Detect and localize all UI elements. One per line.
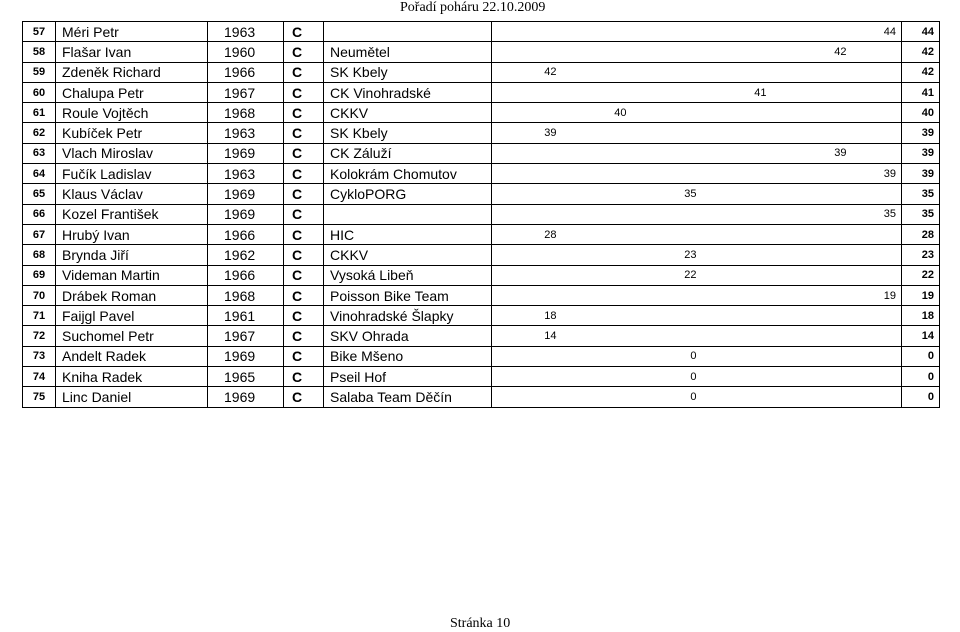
- club-cell: SKV Ohrada: [324, 326, 492, 346]
- rank-cell: 64: [23, 164, 56, 184]
- year-cell: 1966: [208, 265, 284, 285]
- year-cell: 1969: [208, 346, 284, 366]
- club-cell: HIC: [324, 224, 492, 244]
- score-cell: [702, 22, 772, 42]
- club-cell: SK Kbely: [324, 123, 492, 143]
- score-cell: [562, 82, 632, 102]
- score-cell: [772, 224, 852, 244]
- year-cell: 1960: [208, 42, 284, 62]
- score-cell: [702, 346, 772, 366]
- name-cell: Videman Martin: [56, 265, 208, 285]
- score-cell: [772, 62, 852, 82]
- total-cell: 0: [902, 367, 940, 387]
- name-cell: Kozel František: [56, 204, 208, 224]
- name-cell: Méri Petr: [56, 22, 208, 42]
- score-cell: [852, 123, 902, 143]
- club-cell: SK Kbely: [324, 62, 492, 82]
- club-cell: Salaba Team Děčín: [324, 387, 492, 407]
- table-row: [23, 387, 940, 407]
- category-cell: C: [284, 143, 324, 163]
- rank-cell: 72: [23, 326, 56, 346]
- score-cell: [702, 204, 772, 224]
- club-cell: Kolokrám Chomutov: [324, 164, 492, 184]
- score-cell: [852, 42, 902, 62]
- score-cell: [852, 367, 902, 387]
- category-cell: C: [284, 367, 324, 387]
- club-cell: CK Záluží: [324, 143, 492, 163]
- total-cell: 22: [902, 265, 940, 285]
- category-cell: C: [284, 164, 324, 184]
- score-cell: [852, 184, 902, 204]
- score-cell: [702, 306, 772, 326]
- rank-cell: 67: [23, 224, 56, 244]
- score-cell: 19: [852, 285, 902, 305]
- score-cell: [702, 245, 772, 265]
- score-cell: [772, 306, 852, 326]
- name-cell: Flašar Ivan: [56, 42, 208, 62]
- score-cell: [492, 164, 562, 184]
- year-cell: 1961: [208, 306, 284, 326]
- score-cell: [492, 22, 562, 42]
- score-cell: [852, 82, 902, 102]
- year-cell: 1969: [208, 387, 284, 407]
- score-cell: [702, 143, 772, 163]
- score-cell: 40: [562, 103, 632, 123]
- total-cell: 18: [902, 306, 940, 326]
- year-cell: 1966: [208, 224, 284, 244]
- rank-cell: 75: [23, 387, 56, 407]
- category-cell: C: [284, 42, 324, 62]
- score-cell: [562, 265, 632, 285]
- score-cell: [632, 123, 702, 143]
- name-cell: Hrubý Ivan: [56, 224, 208, 244]
- score-cell: 22: [632, 265, 702, 285]
- score-cell: [702, 62, 772, 82]
- score-cell: [702, 123, 772, 143]
- score-cell: [852, 143, 902, 163]
- rank-cell: 74: [23, 367, 56, 387]
- category-cell: C: [284, 204, 324, 224]
- score-cell: 42: [492, 62, 562, 82]
- score-cell: 39: [772, 143, 852, 163]
- total-cell: 42: [902, 42, 940, 62]
- total-cell: 14: [902, 326, 940, 346]
- rank-cell: 73: [23, 346, 56, 366]
- name-cell: Vlach Miroslav: [56, 143, 208, 163]
- total-cell: 44: [902, 22, 940, 42]
- table-row: [23, 123, 940, 143]
- score-cell: [852, 62, 902, 82]
- score-cell: [492, 184, 562, 204]
- rank-cell: 59: [23, 62, 56, 82]
- year-cell: 1969: [208, 204, 284, 224]
- score-cell: [772, 367, 852, 387]
- score-cell: 42: [772, 42, 852, 62]
- total-cell: 28: [902, 224, 940, 244]
- total-cell: 0: [902, 387, 940, 407]
- total-cell: 39: [902, 164, 940, 184]
- name-cell: Andelt Radek: [56, 346, 208, 366]
- score-cell: [632, 224, 702, 244]
- name-cell: Zdeněk Richard: [56, 62, 208, 82]
- score-cell: [632, 103, 702, 123]
- category-cell: C: [284, 103, 324, 123]
- score-cell: 28: [492, 224, 562, 244]
- score-cell: [772, 265, 852, 285]
- score-cell: [562, 346, 632, 366]
- score-cell: 0: [632, 387, 702, 407]
- score-cell: [562, 285, 632, 305]
- table-row: [23, 82, 940, 102]
- name-cell: Faijgl Pavel: [56, 306, 208, 326]
- category-cell: C: [284, 346, 324, 366]
- table-row: [23, 346, 940, 366]
- rank-cell: 70: [23, 285, 56, 305]
- year-cell: 1968: [208, 285, 284, 305]
- score-cell: [632, 82, 702, 102]
- score-cell: 35: [852, 204, 902, 224]
- score-cell: [492, 265, 562, 285]
- table-row: [23, 306, 940, 326]
- rank-cell: 63: [23, 143, 56, 163]
- club-cell: Poisson Bike Team: [324, 285, 492, 305]
- score-cell: [562, 306, 632, 326]
- score-cell: [852, 265, 902, 285]
- table-row: [23, 62, 940, 82]
- score-cell: [632, 306, 702, 326]
- category-cell: C: [284, 184, 324, 204]
- category-cell: C: [284, 82, 324, 102]
- page-number: Stránka 10: [450, 616, 511, 631]
- score-cell: [852, 245, 902, 265]
- score-cell: [562, 62, 632, 82]
- score-cell: [492, 204, 562, 224]
- score-cell: 41: [702, 82, 772, 102]
- rank-cell: 60: [23, 82, 56, 102]
- name-cell: Chalupa Petr: [56, 82, 208, 102]
- table-row: [23, 103, 940, 123]
- name-cell: Kniha Radek: [56, 367, 208, 387]
- name-cell: Fučík Ladislav: [56, 164, 208, 184]
- score-cell: [772, 245, 852, 265]
- score-cell: [852, 306, 902, 326]
- score-cell: [492, 346, 562, 366]
- name-cell: Drábek Roman: [56, 285, 208, 305]
- score-cell: [632, 285, 702, 305]
- category-cell: C: [284, 22, 324, 42]
- club-cell: CK Vinohradské: [324, 82, 492, 102]
- results-table: [22, 21, 940, 408]
- category-cell: C: [284, 387, 324, 407]
- score-cell: [562, 184, 632, 204]
- score-cell: [852, 224, 902, 244]
- category-cell: C: [284, 326, 324, 346]
- table-row: [23, 285, 940, 305]
- name-cell: Klaus Václav: [56, 184, 208, 204]
- rank-cell: 65: [23, 184, 56, 204]
- club-cell: Pseil Hof: [324, 367, 492, 387]
- score-cell: [702, 184, 772, 204]
- year-cell: 1968: [208, 103, 284, 123]
- category-cell: C: [284, 306, 324, 326]
- score-cell: [562, 22, 632, 42]
- score-cell: [492, 82, 562, 102]
- club-cell: Vysoká Libeň: [324, 265, 492, 285]
- score-cell: [562, 326, 632, 346]
- table-row: [23, 42, 940, 62]
- table-row: [23, 367, 940, 387]
- score-cell: 35: [632, 184, 702, 204]
- total-cell: 42: [902, 62, 940, 82]
- score-cell: [562, 245, 632, 265]
- table-row: [23, 326, 940, 346]
- score-cell: [702, 42, 772, 62]
- rank-cell: 68: [23, 245, 56, 265]
- table-row: [23, 143, 940, 163]
- score-cell: [772, 285, 852, 305]
- total-cell: 35: [902, 204, 940, 224]
- table-row: [23, 265, 940, 285]
- total-cell: 0: [902, 346, 940, 366]
- score-cell: [632, 42, 702, 62]
- score-cell: [852, 346, 902, 366]
- name-cell: Brynda Jiří: [56, 245, 208, 265]
- score-cell: [852, 387, 902, 407]
- name-cell: Kubíček Petr: [56, 123, 208, 143]
- club-cell: [324, 22, 492, 42]
- score-cell: [492, 103, 562, 123]
- total-cell: 39: [902, 123, 940, 143]
- score-cell: [562, 367, 632, 387]
- score-cell: [632, 326, 702, 346]
- score-cell: [702, 224, 772, 244]
- score-cell: [562, 42, 632, 62]
- score-cell: [702, 265, 772, 285]
- score-cell: [702, 103, 772, 123]
- results-table-body: [23, 22, 940, 408]
- score-cell: [852, 326, 902, 346]
- score-cell: [772, 326, 852, 346]
- year-cell: 1967: [208, 326, 284, 346]
- score-cell: 39: [492, 123, 562, 143]
- table-row: [23, 245, 940, 265]
- score-cell: [492, 245, 562, 265]
- year-cell: 1963: [208, 164, 284, 184]
- rank-cell: 61: [23, 103, 56, 123]
- category-cell: C: [284, 245, 324, 265]
- club-cell: CykloPORG: [324, 184, 492, 204]
- name-cell: Roule Vojtěch: [56, 103, 208, 123]
- club-cell: Vinohradské Šlapky: [324, 306, 492, 326]
- score-cell: [772, 164, 852, 184]
- year-cell: 1969: [208, 184, 284, 204]
- score-cell: [632, 22, 702, 42]
- score-cell: [772, 22, 852, 42]
- total-cell: 23: [902, 245, 940, 265]
- score-cell: [702, 164, 772, 184]
- score-cell: 23: [632, 245, 702, 265]
- club-cell: Neumětel: [324, 42, 492, 62]
- score-cell: [772, 346, 852, 366]
- category-cell: C: [284, 62, 324, 82]
- score-cell: [772, 184, 852, 204]
- score-cell: [562, 387, 632, 407]
- year-cell: 1963: [208, 22, 284, 42]
- table-row: [23, 22, 940, 42]
- score-cell: [702, 367, 772, 387]
- total-cell: 41: [902, 82, 940, 102]
- total-cell: 39: [902, 143, 940, 163]
- total-cell: 19: [902, 285, 940, 305]
- table-row: [23, 224, 940, 244]
- page-title: Pořadí poháru 22.10.2009: [400, 0, 546, 15]
- year-cell: 1963: [208, 123, 284, 143]
- score-cell: [632, 204, 702, 224]
- total-cell: 40: [902, 103, 940, 123]
- score-cell: [632, 164, 702, 184]
- score-cell: [492, 387, 562, 407]
- total-cell: 35: [902, 184, 940, 204]
- score-cell: [852, 103, 902, 123]
- score-cell: [772, 103, 852, 123]
- score-cell: [562, 164, 632, 184]
- score-cell: [702, 387, 772, 407]
- club-cell: Bike Mšeno: [324, 346, 492, 366]
- name-cell: Linc Daniel: [56, 387, 208, 407]
- score-cell: 39: [852, 164, 902, 184]
- score-cell: [492, 143, 562, 163]
- score-cell: [562, 224, 632, 244]
- table-row: [23, 164, 940, 184]
- table-row: [23, 204, 940, 224]
- club-cell: CKKV: [324, 103, 492, 123]
- rank-cell: 66: [23, 204, 56, 224]
- year-cell: 1962: [208, 245, 284, 265]
- club-cell: CKKV: [324, 245, 492, 265]
- score-cell: 14: [492, 326, 562, 346]
- year-cell: 1965: [208, 367, 284, 387]
- name-cell: Suchomel Petr: [56, 326, 208, 346]
- score-cell: [632, 62, 702, 82]
- score-cell: 18: [492, 306, 562, 326]
- score-cell: [772, 387, 852, 407]
- score-cell: [772, 204, 852, 224]
- score-cell: [492, 285, 562, 305]
- score-cell: [772, 123, 852, 143]
- year-cell: 1966: [208, 62, 284, 82]
- score-cell: [702, 326, 772, 346]
- score-cell: [562, 143, 632, 163]
- club-cell: [324, 204, 492, 224]
- rank-cell: 62: [23, 123, 56, 143]
- rank-cell: 57: [23, 22, 56, 42]
- year-cell: 1969: [208, 143, 284, 163]
- category-cell: C: [284, 285, 324, 305]
- category-cell: C: [284, 265, 324, 285]
- score-cell: [562, 123, 632, 143]
- rank-cell: 58: [23, 42, 56, 62]
- category-cell: C: [284, 224, 324, 244]
- score-cell: [492, 42, 562, 62]
- year-cell: 1967: [208, 82, 284, 102]
- score-cell: [632, 143, 702, 163]
- category-cell: C: [284, 123, 324, 143]
- table-row: [23, 184, 940, 204]
- rank-cell: 71: [23, 306, 56, 326]
- score-cell: [492, 367, 562, 387]
- score-cell: [772, 82, 852, 102]
- score-cell: [702, 285, 772, 305]
- rank-cell: 69: [23, 265, 56, 285]
- score-cell: 0: [632, 346, 702, 366]
- score-cell: [562, 204, 632, 224]
- score-cell: 0: [632, 367, 702, 387]
- score-cell: 44: [852, 22, 902, 42]
